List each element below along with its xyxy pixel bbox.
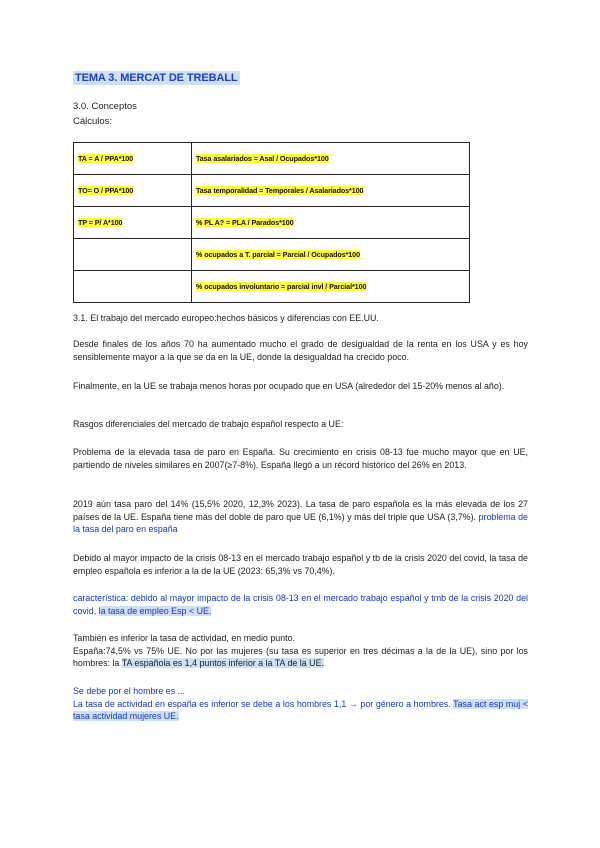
formula-ocupados-involuntario: % ocupados involuntario = parcial invl / Parcial*100 <box>196 282 367 291</box>
paragraph-empleo: Debido al mayor impacto de la crisis 08-13 en el mercado trabajo español y tb de la crisis 2020 del covid, la tasa de empleo española es inferior a la de la UE (2023: 65,3% vs 70,4%). <box>73 553 528 576</box>
formula-pla: % PL A? = PLA / Parados*100 <box>196 218 294 227</box>
table-row <box>74 239 470 271</box>
paragraph-horas: Finalmente, en la UE se trabaja menos horas por ocupado que en USA (alrededor del 15-20% menos al año). <box>73 381 505 391</box>
table-cell <box>74 143 192 175</box>
table-cell <box>192 271 470 303</box>
calculos-label: Cálculos: <box>73 116 113 127</box>
caracteristica-text: característica: debido al mayor impacto de la crisis 08-13 en el mercado trabajo español y tmb de la crisis 2020 del covid, <box>73 593 528 616</box>
paro-note: problema de la tasa del paro en españa <box>73 511 528 535</box>
page-title: TEMA 3. MERCAT DE TREBALL <box>75 72 238 84</box>
table-cell <box>192 175 470 207</box>
table-cell <box>192 207 470 239</box>
table-cell <box>192 143 470 175</box>
paragraph-caracteristica <box>73 592 528 617</box>
formula-ta: TA = A / PPA*100 <box>78 154 134 163</box>
formula-tasa-temporalidad: Tasa temporalidad = Temporales / Asalariados*100 <box>196 186 364 195</box>
table-row <box>74 143 470 175</box>
section-heading-3-1: 3.1. El trabajo del mercado europeo:hechos básicos y diferencias con EE.UU. <box>73 313 379 323</box>
paragraph-hombre <box>73 685 528 723</box>
section-heading-3-0: 3.0. Conceptos <box>73 101 137 112</box>
table-row <box>74 175 470 207</box>
formula-tp: TP = P/ A*100 <box>78 218 123 227</box>
table-row <box>74 207 470 239</box>
paragraph-paro: Problema de la elevada tasa de paro en España. Su crecimiento en crisis 08-13 fue mucho mayor que en UE, partiendo de niveles similares en 2007(≥7-8%). España llegó a un récord histórico del 26% en 2013. <box>73 447 528 470</box>
formula-to: TO= O / PPA*100 <box>78 186 134 195</box>
formula-tasa-asalariados: Tasa asalariados = Asal / Ocupados*100 <box>196 154 329 163</box>
paro-2019-text: 2019 aún tasa paro del 14% (15,5% 2020, 12,3% 2023). La tasa de paro española es la más elevada de los 27 países de la UE. España tiene más del doble de paro que UE (6,1%) y más del triple que USA (3,7%). <box>73 499 528 522</box>
paragraph-actividad <box>73 632 528 670</box>
table-cell <box>74 271 192 303</box>
paragraph-rasgos: Rasgos diferenciales del mercado de trabajo español respecto a UE: <box>73 419 344 429</box>
calculations-table <box>73 142 470 303</box>
hombre-line-1: Se debe por el hombre es ... <box>73 686 185 696</box>
table-row <box>74 271 470 303</box>
formula-ocupados-parcial: % ocupados a T. parcial = Parcial / Ocupados*100 <box>196 250 360 259</box>
hombre-highlight: Tasa act esp muj < tasa actividad mujeres UE. <box>73 698 529 722</box>
table-cell <box>74 239 192 271</box>
table-cell <box>192 239 470 271</box>
table-cell <box>74 207 192 239</box>
empleo-highlight: la tasa de empleo Esp < UE. <box>98 605 212 616</box>
table-cell <box>74 175 192 207</box>
paragraph-desigualdad: Desde finales de los años 70 ha aumentado mucho el grado de desigualdad de la renta en los USA y es hoy sensiblemente mayor a la que se da en la UE, donde la desigualdad ha crecido poco. <box>73 339 528 362</box>
actividad-line-1: También es inferior la tasa de actividad, en medio punto. <box>73 633 296 643</box>
paragraph-paro-2019 <box>73 498 528 536</box>
hombre-line-2: La tasa de actividad en españa es inferior se debe a los hombres 1,1 → por género a hombres. <box>73 698 451 709</box>
actividad-line-2: España:74,5% vs 75% UE. No por las mujeres (su tasa es superior en tres décimas a la de la UE), sino por los hombres: la <box>73 645 528 669</box>
actividad-highlight: TA española es 1,4 puntos inferior a la TA de la UE. <box>121 658 324 669</box>
